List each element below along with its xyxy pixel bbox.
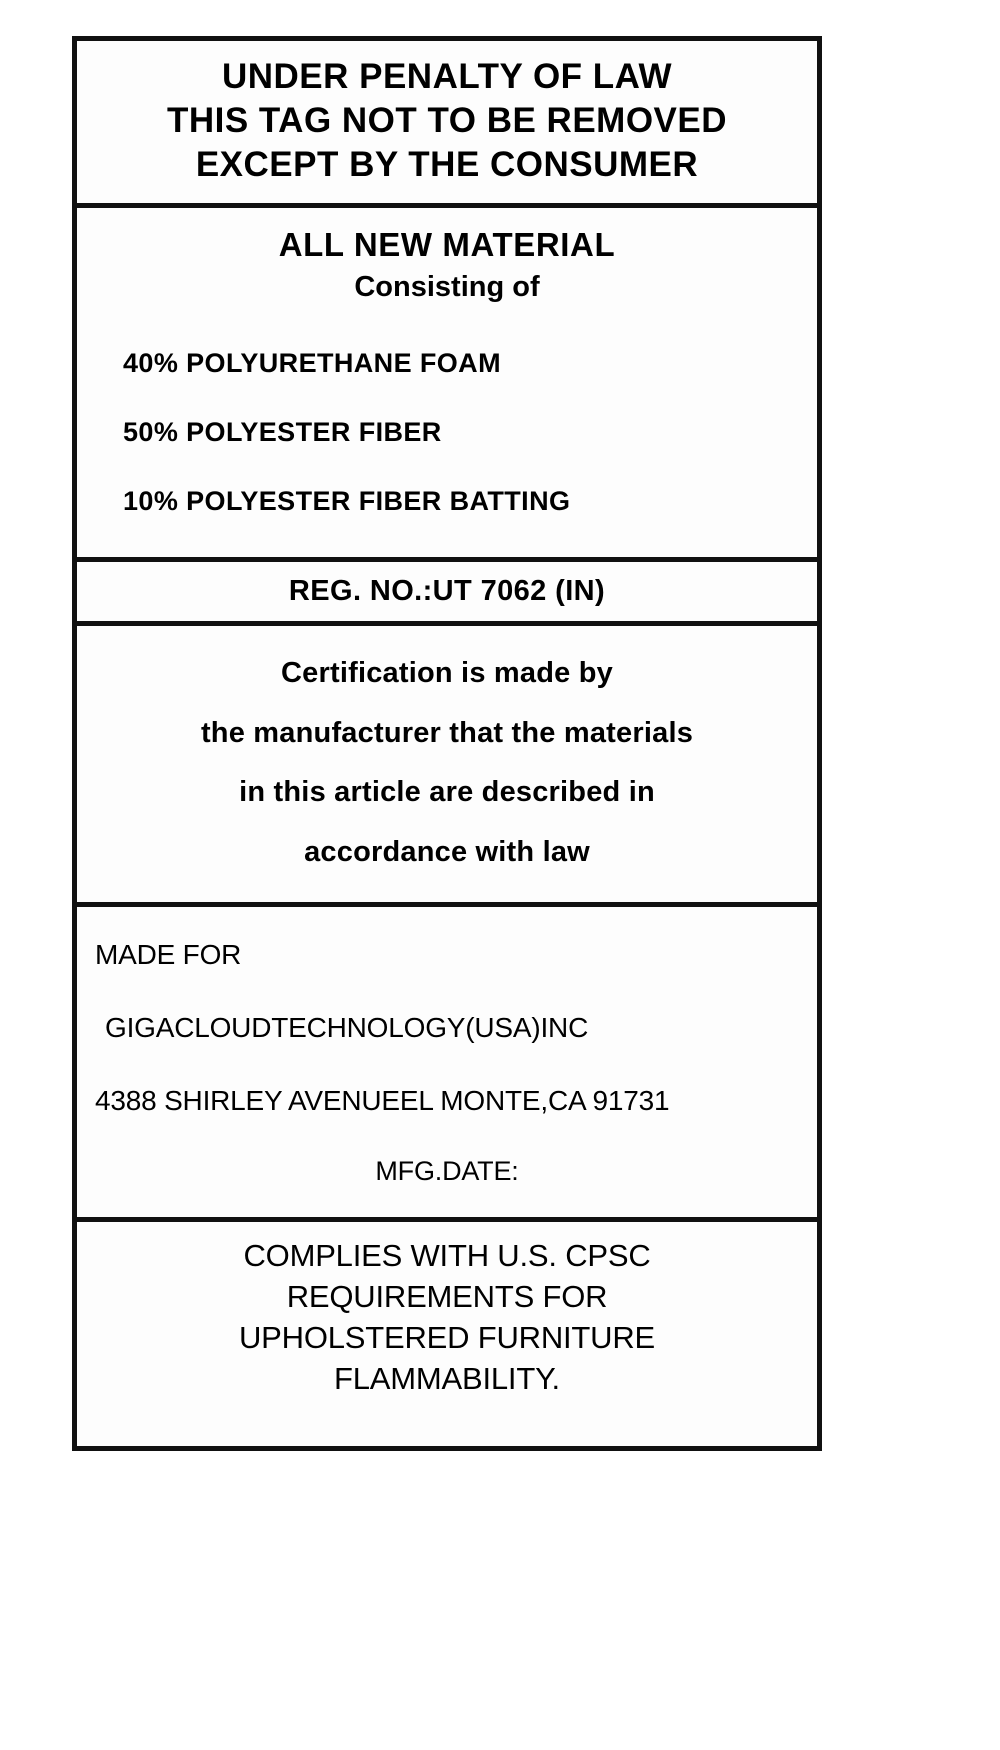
materials-section [77, 208, 817, 562]
material-component: 50% POLYESTER FIBER [123, 417, 442, 448]
material-component: 10% POLYESTER FIBER BATTING [123, 486, 571, 517]
penalty-notice-line-1: UNDER PENALTY OF LAW [221, 57, 673, 96]
certification-line-1: Certification is made by [281, 657, 613, 690]
penalty-notice-section [77, 41, 817, 208]
materials-component-list [85, 348, 809, 517]
penalty-notice-line-2: THIS TAG NOT TO BE REMOVED [166, 101, 728, 141]
compliance-line-3: UPHOLSTERED FURNITURE [238, 1319, 656, 1355]
compliance-line-2: REQUIREMENTS FOR [286, 1278, 608, 1314]
mfg-date-label: MFG.DATE: [375, 1155, 519, 1186]
registration-number: REG. NO.:UT 7062 (IN) [288, 575, 606, 608]
certification-line-2: the manufacturer that the materials [200, 716, 694, 749]
certification-line-4: accordance with law [304, 835, 590, 868]
materials-heading: ALL NEW MATERIAL [278, 226, 616, 264]
made-for-section [77, 907, 817, 1222]
made-for-company: GIGACLOUDTECHNOLOGY(USA)INC [105, 1011, 589, 1043]
penalty-notice-line-3: EXCEPT BY THE CONSUMER [195, 145, 699, 185]
materials-subheading: Consisting of [354, 270, 540, 303]
made-for-label: MADE FOR [95, 938, 242, 970]
compliance-line-4: FLAMMABILITY. [334, 1360, 560, 1396]
registration-section [77, 562, 817, 626]
certification-line-3: in this article are described in [239, 776, 655, 809]
certification-section [77, 626, 817, 907]
material-component: 40% POLYURETHANE FOAM [123, 348, 501, 379]
compliance-line-1: COMPLIES WITH U.S. CPSC [243, 1237, 651, 1273]
compliance-section [77, 1222, 817, 1446]
upholstery-law-tag [72, 36, 822, 1451]
made-for-address: 4388 SHIRLEY AVENUEEL MONTE,CA 91731 [95, 1084, 670, 1116]
